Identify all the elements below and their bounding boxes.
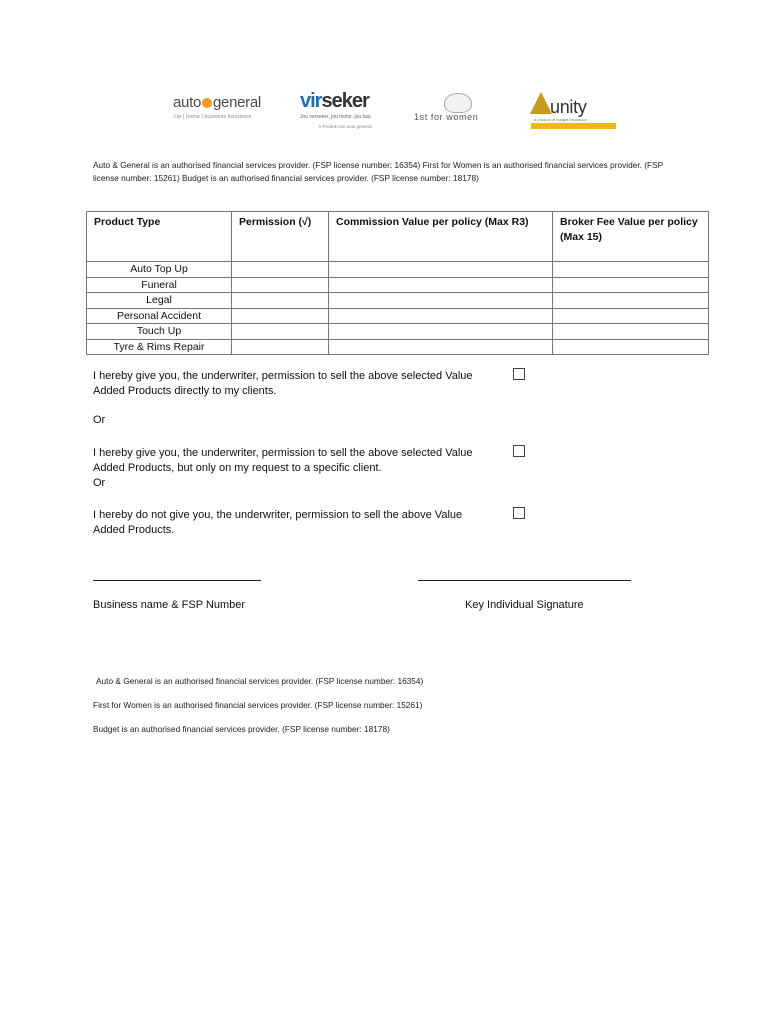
virseker-tagline: Jou verseker, jou motor, jou taal. xyxy=(300,114,372,120)
commission-cell[interactable] xyxy=(329,293,553,309)
auto-general-dot-icon xyxy=(202,98,212,108)
permission-cell[interactable] xyxy=(232,262,329,278)
permission-cell[interactable] xyxy=(232,293,329,309)
virseker-subline: 'n Produk van auto general xyxy=(318,124,372,129)
business-name-label: Business name & FSP Number xyxy=(93,599,246,611)
footer-note: Budget is an authorised financial services provider. (FSP license number: 18178) xyxy=(93,724,390,734)
virseker-logo: virseker Jou verseker, jou motor, jou taal. 'n Produk van auto general xyxy=(300,90,372,129)
option-no-permission-checkbox[interactable] xyxy=(513,507,525,519)
commission-cell[interactable] xyxy=(329,308,553,324)
product-name: Personal Accident xyxy=(87,308,232,324)
product-name: Tyre & Rims Repair xyxy=(87,339,232,355)
auto-general-tagline: car | home | business insurance xyxy=(174,114,252,120)
table-row xyxy=(87,324,709,340)
commission-cell[interactable] xyxy=(329,262,553,278)
option-on-request-checkbox[interactable] xyxy=(513,445,525,457)
unity-logo: unity a product of budget insurance xyxy=(528,92,618,132)
product-table xyxy=(86,211,709,355)
permission-cell[interactable] xyxy=(232,324,329,340)
or-label: Or xyxy=(93,477,106,489)
business-name-signature-line[interactable] xyxy=(93,580,261,581)
option-direct-text: I hereby give you, the underwriter, permission to sell the above selected Value Added Products directly to my clients. xyxy=(93,370,473,397)
first-for-women-logo: 1st for women xyxy=(412,93,516,129)
commission-cell[interactable] xyxy=(329,339,553,355)
broker-fee-cell[interactable] xyxy=(553,277,709,293)
commission-cell[interactable] xyxy=(329,277,553,293)
broker-fee-cell[interactable] xyxy=(553,262,709,278)
table-header-row xyxy=(87,212,709,262)
option-no-permission-text: I hereby do not give you, the underwriter, permission to sell the above Value Added Products. xyxy=(93,509,463,536)
triangle-emblem-icon xyxy=(530,92,552,114)
commission-cell[interactable] xyxy=(329,324,553,340)
crest-icon xyxy=(444,93,472,113)
intro-note: Auto & General is an authorised financial services provider. (FSP license number: 16354) First for Women is an authorised financial services provider. (FSP license number: 15261) Budget is an authorised financial services provider. (FSP license number: 18178) xyxy=(93,160,663,183)
footer-note: First for Women is an authorised financial services provider. (FSP license number: 15261) xyxy=(93,700,423,710)
broker-fee-cell[interactable] xyxy=(553,293,709,309)
table-row xyxy=(87,277,709,293)
header-permission: Permission (√) xyxy=(232,212,329,262)
footer-note: Auto & General is an authorised financial services provider. (FSP license number: 16354) xyxy=(96,676,424,686)
product-name: Legal xyxy=(87,293,232,309)
option-on-request-text: I hereby give you, the underwriter, permission to sell the above selected Value Added Products, but only on my request to a specific client. xyxy=(93,447,473,474)
or-label: Or xyxy=(93,414,106,426)
permission-cell[interactable] xyxy=(232,308,329,324)
product-name: Auto Top Up xyxy=(87,262,232,278)
broker-fee-cell[interactable] xyxy=(553,308,709,324)
permission-cell[interactable] xyxy=(232,277,329,293)
key-individual-signature-line[interactable] xyxy=(418,580,631,581)
product-name: Touch Up xyxy=(87,324,232,340)
header-commission: Commission Value per policy (Max R3) xyxy=(329,212,553,262)
table-row xyxy=(87,339,709,355)
unity-band xyxy=(531,123,616,129)
table-row xyxy=(87,308,709,324)
auto-general-logo: auto general car | home | business insurance xyxy=(173,94,261,120)
table-row xyxy=(87,293,709,309)
broker-fee-cell[interactable] xyxy=(553,339,709,355)
header-broker-fee: Broker Fee Value per policy (Max 15) xyxy=(553,212,709,262)
header-product-type: Product Type xyxy=(87,212,232,262)
key-individual-label: Key Individual Signature xyxy=(465,599,584,611)
permission-cell[interactable] xyxy=(232,339,329,355)
product-name: Funeral xyxy=(87,277,232,293)
option-direct-checkbox[interactable] xyxy=(513,368,525,380)
broker-fee-cell[interactable] xyxy=(553,324,709,340)
table-row xyxy=(87,262,709,278)
